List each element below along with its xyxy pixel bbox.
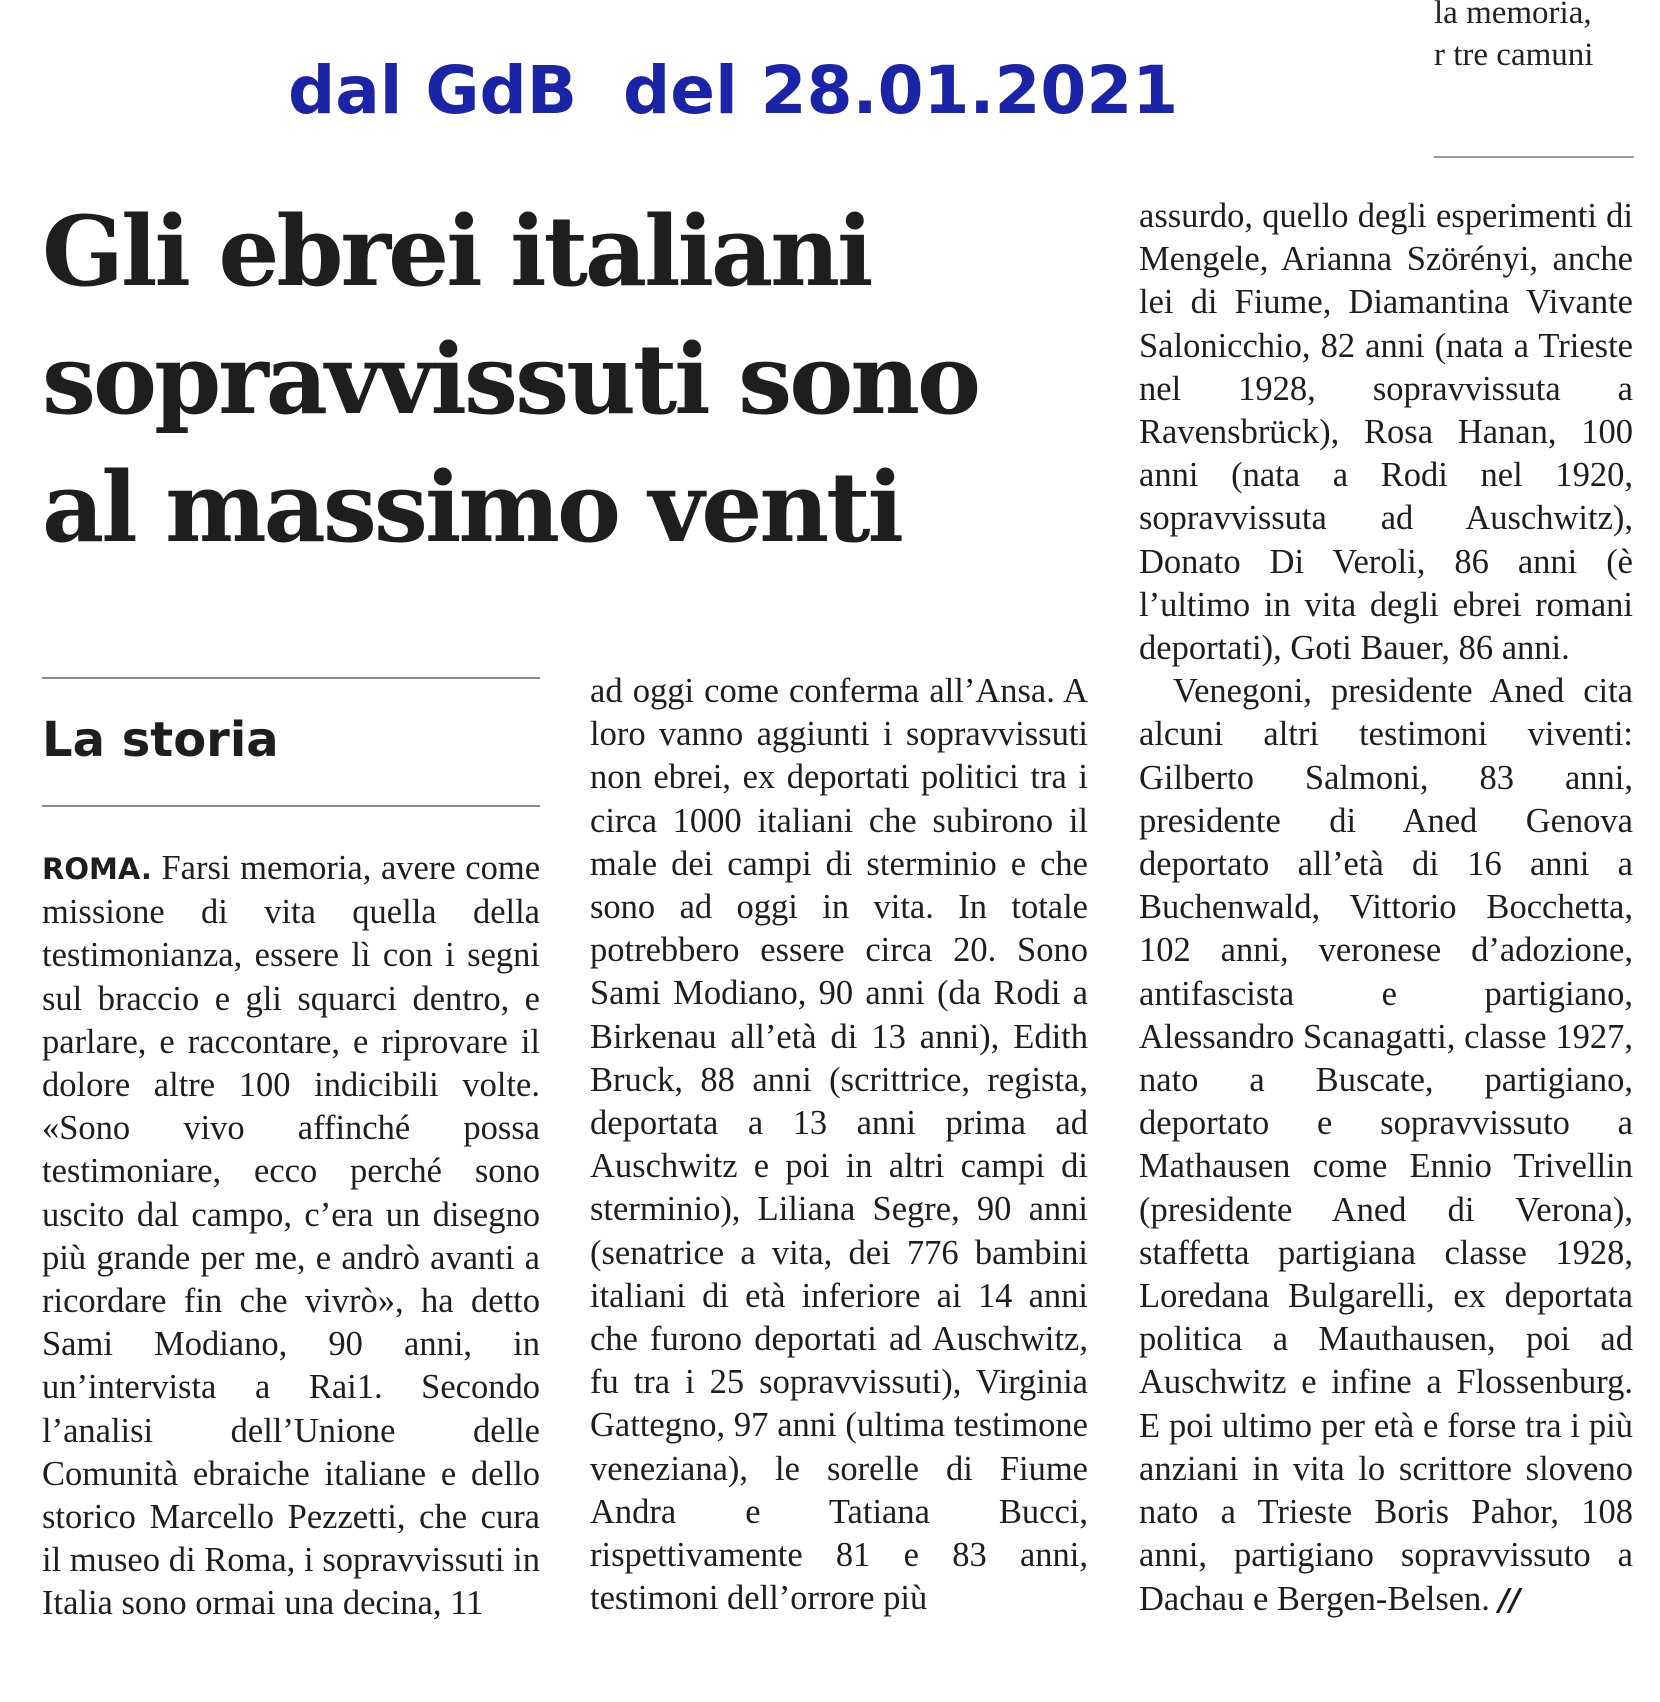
headline-line: al massimo venti [42,451,901,564]
article-column-1 [42,847,540,1626]
article-paragraph [1139,670,1633,1621]
divider [42,677,540,679]
article-text: Venegoni, presidente Aned cita alcuni altri testimoni viventi: Gilberto Salmoni, 83 anni, presidente di Aned Genova deportato all’età di 16 anni a Buchenwald, Vittorio Bocchetta, 102 anni, veronese d’adozione, antifascista e partigiano, Alessandro Scanagatti, classe 1927, nato a Buscate, partigiano, deportato e sopravvissuto a Mathausen come Ennio Trivellin (presidente Aned di Verona), staffetta partigiana classe 1928, Loredana Bulgarelli, ex deportata politica a Mauthausen, poi ad Auschwitz e infine a Flossenburg. E poi ultimo per età e forse tra i più anziani in vita lo scrittore sloveno nato a Trieste Boris Pahor, 108 anni, partigiano sopravvissuto a Dachau e Bergen-Belsen. [1139,672,1633,1618]
article-paragraph [42,847,540,1626]
headline [42,188,1122,572]
article-text: Farsi memoria, avere come missione di vita quella della testimonianza, essere lì con i segni sul braccio e gli squarci dentro, e parlare, e raccontare, e riprovare il dolore altre 100 indicibili volte. «Sono vivo affinché possa testimoniare, ecco perché sono uscito dal campo, c’era un disegno più grande per me, e andrò avanti a ricordare fin che vivrò», ha detto Sami Modiano, 90 anni, in un’intervista a Rai1. Secondo l’analisi dell’Unione delle Comunità ebraiche italiane e dello storico Marcello Pezzetti, che cura il museo di Roma, i sopravvissuti in Italia sono ormai una decina, 11 [42,849,541,1623]
fragment-line: r tre camuni [1434,37,1594,73]
rubric: La storia [42,712,279,768]
article-paragraph: ad oggi come conferma all’Ansa. A loro vanno aggiunti i sopravvissuti non ebrei, ex deportati politici tra i circa 1000 italiani che subirono il male dei campi di sterminio e che sono ad oggi in vita. In totale potrebbero essere circa 20. Sono Sami Modiano, 90 anni (da Rodi a Birkenau all’età di 13 anni), Edith Bruck, 88 anni (scrittrice, regista, deportata a 13 anni prima ad Auschwitz e poi in altri campi di sterminio), Liliana Segre, 90 anni (senatrice a vita, dei 776 bambini italiani di età inferiore ai 14 anni che furono deportati ad Auschwitz, fu tra i 25 sopravvissuti), Virginia Gattegno, 97 anni (ultima testimone veneziana), le sorelle di Fiume Andra e Tatiana Bucci, rispettivamente 81 e 83 anni, testimoni dell’orrore più [590,672,1088,1618]
dateline: ROMA. [42,852,152,886]
fragment-line: la memoria, [1434,0,1592,31]
end-mark: // [1498,1582,1521,1618]
article-paragraph: assurdo, quello degli esperimenti di Mengele, Arianna Szörényi, anche lei di Fiume, Diamantina Vivante Salonicchio, 82 anni (nata a Trieste nel 1928, sopravvissuta a Ravensbrück), Rosa Hanan, 100 anni (nata a Rodi nel 1920, sopravvissuta ad Auschwitz), Donato Di Veroli, 86 anni (è l’ultimo in vita degli ebrei romani deportati), Goti Bauer, 86 anni. [1139,197,1633,668]
article-column-2 [590,670,1088,1620]
article-column-3 [1139,195,1633,1622]
headline-line: Gli ebrei italiani [42,195,871,308]
divider [1434,156,1634,158]
divider [42,805,540,807]
headline-line: sopravvissuti sono [42,323,979,436]
source-stamp: dal GdB del 28.01.2021 [288,52,1179,129]
adjacent-article-fragment [1434,0,1634,76]
